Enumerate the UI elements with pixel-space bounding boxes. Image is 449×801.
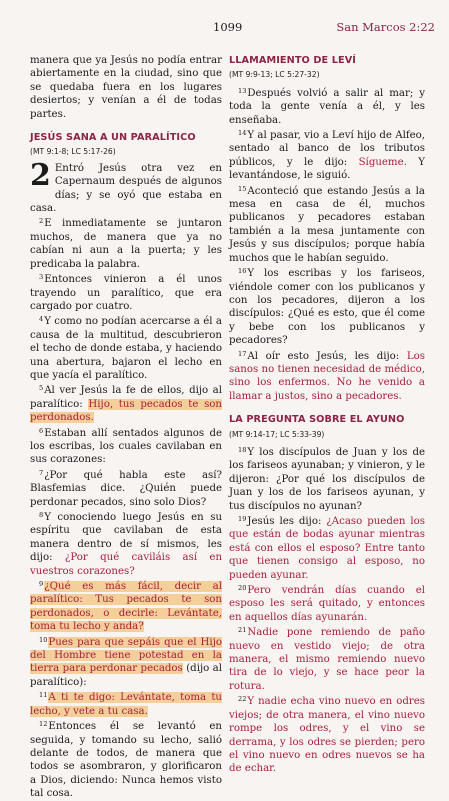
running-head: San Marcos 2:22 [336,20,435,34]
words-of-jesus: ¿Por qué caviláis así en vuestros corazones? [30,552,223,577]
cross-reference: (MT 9:9-13; LC 5:27-32) [229,70,320,80]
verse-19: $^{19}$Jesús les dijo: ¿Acaso pueden los que están de bodas ayunar mientras está con ellos el esposo? Entre tanto que tienen consigo al esposo, no pueden ayunar. [229,515,425,581]
verse-7: $^7$¿Por qué habla este así? Blasfemias dice. ¿Quién puede perdonar pecados, sino solo Dios? [30,468,222,508]
words-of-jesus: Nadie pone remiendo de paño nuevo en vestido viejo; de otra manera, el mismo remiendo nuevo tira de lo viejo, y se hace peor la rotura. [229,627,425,692]
words-of-jesus: Pero vendrán días cuando el esposo les será quitado, y entonces en aquellos días ayunarán. [229,585,425,623]
verse-10: $^{10}$Pues para que sepáis que el Hijo del Hombre tiene potestad en la tierra para perdonar pecados (dijo al paralítico): [30,635,222,688]
chapter-number: 2 [30,157,51,193]
cross-reference: (MT 9:1-8; LC 5:17-26) [30,147,116,157]
words-of-jesus: ¿Qué es más fácil, decir al paralítico: Tus pecados te son perdonados, o decirle: Levántate, toma tu lecho y anda? [30,581,222,633]
verse-16: $^{16}$Y los escribas y los fariseos, viéndole comer con los publicanos y con los pecadores, dijeron a los discípulos: ¿Qué es esto, que él come y bebe con los publicanos y pecadores? [229,267,425,347]
verse-5: $^5$Al ver Jesús la fe de ellos, dijo al paralítico: Hijo, tus pecados te son perdonados. [30,384,222,424]
verse-15: $^{15}$Aconteció que estando Jesús a la mesa en casa de él, muchos publicanos y pecadores estaban también a la mesa juntamente con Jesús y sus discípulos; porque había muchos que le habían seguido. [229,184,425,264]
cross-reference: (MT 9:14-17; LC 5:33-39) [229,429,325,439]
verse-6: $^6$Estaban allí sentados algunos de los escribas, los cuales cavilaban en sus corazones: [30,426,222,466]
verse-20: $^{20}$Pero vendrán días cuando el esposo les será quitado, y entonces en aquellos días ayunarán. [229,584,425,623]
page-number: 1099 [213,20,243,34]
verse-2: $^2$E inmediatamente se juntaron muchos, de manera que ya no cabían ni aun a la puerta; y les predicaba la palabra. [30,217,222,270]
words-of-jesus: ¿Acaso pueden los que están de bodas ayunar mientras está con ellos el esposo? Entre tanto que tienen consigo al esposo, no pueden ayunar. [229,516,425,581]
section-heading: LLAMAMIENTO DE LEVÍ [229,55,356,66]
words-of-jesus: A ti te digo: Levántate, toma tu lecho, y vete a tu casa. [30,692,222,717]
verse-17: $^{17}$Al oír esto Jesús, les dijo: Los sanos no tienen necesidad de médico, sino los enfermos. No he venido a llamar a justos, sino a pecadores. [229,349,425,402]
section-heading: LA PREGUNTA SOBRE EL AYUNO [229,414,405,426]
verse-11: $^{11}$A ti te digo: Levántate, toma tu lecho, y vete a tu casa. [30,691,222,717]
words-of-jesus: Sígueme. [358,156,407,168]
verse-1: 2 Entró Jesús otra vez en Capernaum después de algunos días; y se oyó que estaba en casa. [30,157,222,215]
verse-21: $^{21}$Nadie pone remiendo de paño nuevo en vestido viejo; de otra manera, el mismo remiendo nuevo tira de lo viejo, y se hace peor la rotura. [229,626,425,692]
page-header [0,20,449,38]
left-column [30,54,222,801]
verse-4: $^4$Y como no podían acercarse a él a causa de la multitud, descubrieron el techo de donde estaba, y haciendo una abertura, bajaron el lecho en que yacía el paralítico. [30,315,222,381]
verse-22: $^{22}$Y nadie echa vino nuevo en odres viejos; de otra manera, el vino nuevo rompe los odres, y el vino se derrama, y los odres se pierden; pero el vino nuevo en odres nuevos se ha de echar. [229,695,425,775]
words-of-jesus: Y nadie echa vino nuevo en odres viejos; de otra manera, el vino nuevo rompe los odres, y el vino se derrama, y los odres se pierden; pero el vino nuevo en odres nuevos se ha de echar. [229,696,425,775]
verse-14: $^{14}$Y al pasar, vio a Leví hijo de Alfeo, sentado al banco de los tributos públicos, y le dijo: Sígueme. Y levantándose, le siguió. [229,129,425,182]
verse-12: $^{12}$Entonces él se levantó en seguida, y tomando su lecho, salió delante de todos, de manera que todos se asombraron, y glorificaron a Dios, diciendo: Nunca hemos visto tal cosa. [30,720,222,800]
verse-18: $^{18}$Y los discípulos de Juan y los de los fariseos ayunaban; y vinieron, y le dijeron: ¿Por qué los discípulos de Juan y los de los fariseos ayunan, y tus discípulos no ayunan? [229,445,425,512]
verse-9: $^9$¿Qué es más fácil, decir al paralítico: Tus pecados te son perdonados, o decirle: Levántate, toma tu lecho y anda? [30,580,222,633]
verse-8: $^8$Y conociendo luego Jesús en su espíritu que cavilaban de esta manera dentro de sí mismos, les dijo: ¿Por qué caviláis así en vuestros corazones? [30,511,223,577]
verse-3: $^3$Entonces vinieron a él unos trayendo un paralítico, que era cargado por cuatro. [30,273,222,312]
verse-13: $^{13}$Después volvió a salir al mar; y toda la gente venía a él, y les enseñaba. [229,86,425,126]
right-column [229,54,425,776]
words-of-jesus: Pues para que sepáis que el Hijo del Hombre tiene potestad en la tierra para perdonar pecados [30,636,222,675]
words-of-jesus: Los sanos no tienen necesidad de médico, sino los enfermos. No he venido a llamar a justos, sino a pecadores. [229,350,425,402]
intro-paragraph: manera que ya Jesús no podía entrar abiertamente en la ciudad, sino que se quedaba fuera en los lugares desiertos; y venían a él de todas partes. [30,55,222,120]
section-heading: JESÚS SANA A UN PARALÍTICO [30,132,196,144]
words-of-jesus: Hijo, tus pecados te son perdonados. [30,398,222,424]
